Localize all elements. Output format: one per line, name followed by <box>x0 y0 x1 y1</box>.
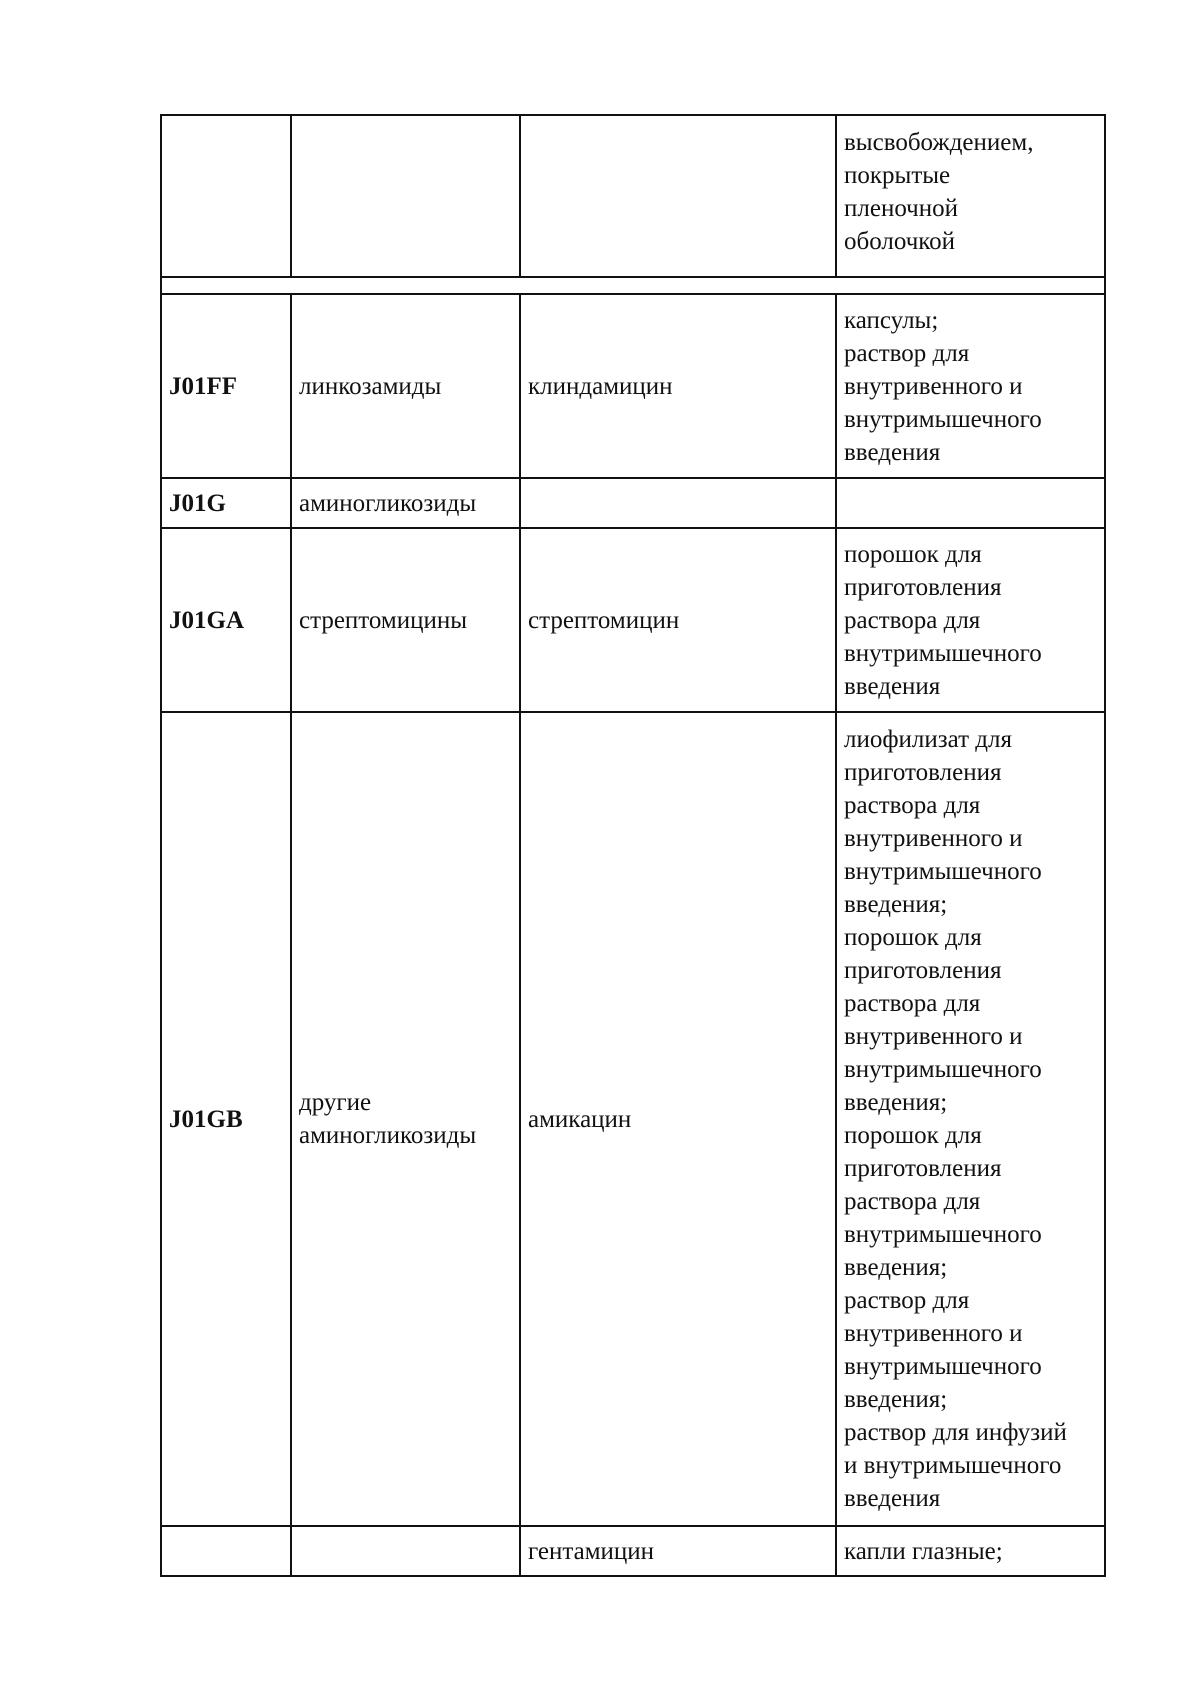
dosage-form-line: раствора для <box>844 990 981 1017</box>
dosage-form-line: внутримышечного <box>844 1221 1042 1248</box>
dosage-form-cell <box>836 712 1105 1526</box>
dosage-form-line: порошок для <box>844 540 982 568</box>
dosage-form-line: покрытые <box>844 162 951 189</box>
dosage-form-line: порошок для <box>844 924 982 951</box>
drug-name-cell: гентамицин <box>520 1526 836 1576</box>
drug-name-cell: клиндамицин <box>520 294 836 478</box>
dosage-form-line: введения <box>844 672 941 700</box>
group-cell: линкозамиды <box>291 294 520 478</box>
dosage-form-line: внутримышечного <box>844 1353 1042 1380</box>
group-cell <box>291 712 520 1526</box>
dosage-form-line: раствор для <box>844 1287 970 1314</box>
dosage-form-line: внутривенного и <box>844 1023 1023 1050</box>
dosage-form-cell <box>836 478 1105 528</box>
dosage-form-line: раствора для <box>844 792 981 819</box>
dosage-form-line: введения; <box>844 1254 948 1281</box>
dosage-form-cell <box>836 528 1105 712</box>
dosage-form-line: введения; <box>844 891 948 918</box>
atc-code-cell: J01FF <box>161 294 291 478</box>
drug-name-cell <box>520 478 836 528</box>
dosage-form-cell <box>836 1526 1105 1576</box>
dosage-form-line: капсулы; <box>844 306 939 334</box>
dosage-form-line: внутримышечного <box>844 405 1042 433</box>
dosage-form-line: введения <box>844 1485 941 1512</box>
dosage-form-line: введения <box>844 438 941 466</box>
group-line: аминогликозиды <box>299 1122 477 1149</box>
dosage-form-line: раствора для <box>844 606 981 634</box>
table-row <box>161 478 1105 528</box>
dosage-form-line: раствор для инфузий <box>844 1419 1067 1446</box>
dosage-form-cell <box>836 115 1105 277</box>
group-cell <box>291 1526 520 1576</box>
dosage-form-line: внутривенного и <box>844 825 1023 852</box>
dosage-form-line: раствор для <box>844 339 970 367</box>
dosage-form-line: лиофилизат для <box>844 726 1012 753</box>
dosage-form-line: капли глазные; <box>844 1537 1003 1565</box>
atc-code-cell <box>161 1526 291 1576</box>
atc-code-cell: J01G <box>161 478 291 528</box>
group-line: другие <box>299 1089 372 1116</box>
dosage-form-line: внутривенного и <box>844 372 1023 400</box>
group-cell: аминогликозиды <box>291 478 520 528</box>
table-row <box>161 528 1105 712</box>
atc-code-cell: J01GA <box>161 528 291 712</box>
table-row <box>161 1526 1105 1576</box>
atc-code-cell: J01GB <box>161 712 291 1526</box>
drug-name-cell: амикацин <box>520 712 836 1526</box>
group-cell: стрептомицины <box>291 528 520 712</box>
dosage-form-cell <box>836 294 1105 478</box>
table-row <box>161 115 1105 277</box>
table-row <box>161 712 1105 1526</box>
atc-code-cell <box>161 115 291 277</box>
table-row <box>161 294 1105 478</box>
dosage-form-line: внутривенного и <box>844 1320 1023 1347</box>
dosage-form-line: оболочкой <box>844 228 956 255</box>
document-page <box>160 114 1104 1577</box>
dosage-form-line: внутримышечного <box>844 858 1042 885</box>
separator-cell <box>161 277 1105 294</box>
drug-name-cell <box>520 115 836 277</box>
dosage-form-line: раствора для <box>844 1188 981 1215</box>
dosage-form-line: приготовления <box>844 759 1002 786</box>
dosage-form-line: приготовления <box>844 1155 1002 1182</box>
dosage-form-line: внутримышечного <box>844 1056 1042 1083</box>
dosage-form-line: высвобождением, <box>844 129 1034 156</box>
dosage-form-line: пленочной <box>844 195 959 222</box>
dosage-form-line: внутримышечного <box>844 639 1042 667</box>
dosage-form-line: приготовления <box>844 957 1002 984</box>
drug-name-cell: стрептомицин <box>520 528 836 712</box>
dosage-form-line: приготовления <box>844 573 1002 601</box>
dosage-form-line: введения; <box>844 1089 948 1116</box>
dosage-form-line: порошок для <box>844 1122 982 1149</box>
separator-row <box>161 277 1105 294</box>
dosage-form-line: введения; <box>844 1386 948 1413</box>
group-cell <box>291 115 520 277</box>
drug-table <box>160 114 1106 1577</box>
dosage-form-line: и внутримышечного <box>844 1452 1062 1479</box>
